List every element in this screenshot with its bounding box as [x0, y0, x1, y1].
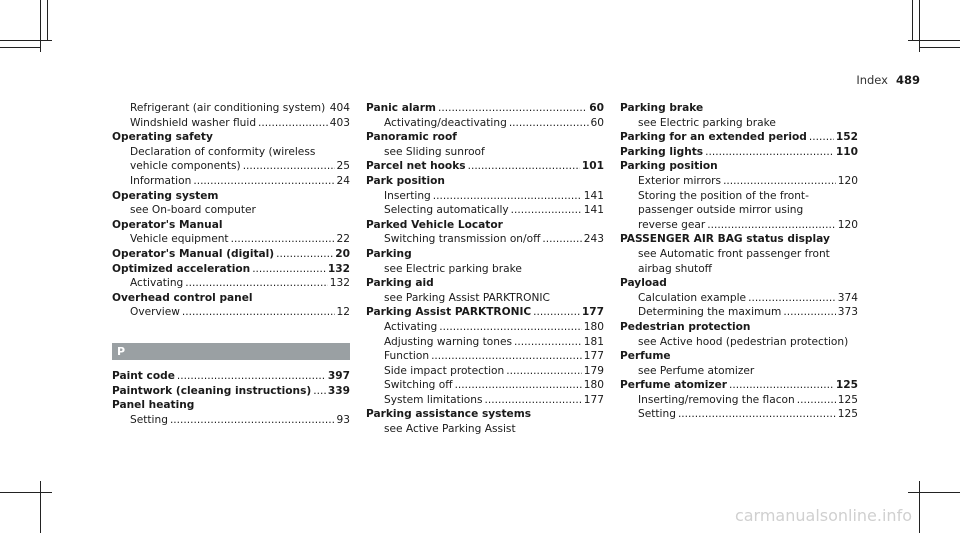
dot-leader [455, 378, 582, 393]
entry-reference: see Perfume atomizer [638, 364, 755, 377]
entry-term: reverse gear [638, 218, 706, 231]
entry-page-link[interactable]: 177 [583, 350, 604, 363]
index-entry [366, 159, 604, 174]
dot-leader [231, 232, 335, 247]
entry-reference: airbag shutoff [638, 262, 712, 275]
entry-page-link[interactable]: 374 [837, 291, 858, 304]
index-entry [620, 174, 858, 189]
entry-term: Adjusting warning tones [384, 335, 513, 348]
dot-leader [431, 349, 582, 364]
entry-page-link[interactable]: 93 [336, 413, 350, 426]
entry-term: Overview [130, 306, 180, 319]
crop-mark [920, 47, 960, 48]
dot-leader [438, 101, 587, 116]
entry-term: Calculation example [638, 291, 747, 304]
entry-heading: Perfume [620, 350, 671, 363]
index-entry [366, 378, 604, 393]
index-entry [620, 116, 858, 131]
dot-leader [797, 393, 836, 408]
entry-term: Operator's Manual (digital) [112, 247, 275, 260]
dot-leader [193, 174, 334, 189]
dot-leader [177, 369, 326, 384]
index-entry [112, 276, 350, 291]
entry-page-link[interactable]: 22 [336, 233, 350, 246]
index-column-3 [620, 101, 858, 422]
section-label: Index [856, 73, 888, 87]
entry-term: Inserting [384, 189, 431, 202]
index-entry [620, 218, 858, 233]
entry-page-link[interactable]: 180 [583, 320, 604, 333]
entry-page-link[interactable]: 177 [583, 393, 604, 406]
entry-heading: Panoramic roof [366, 131, 457, 144]
index-entry [620, 247, 858, 262]
entry-heading: Parking position [620, 160, 718, 173]
index-entry [366, 189, 604, 204]
entry-reference: see Sliding sunroof [384, 145, 485, 158]
entry-term: Perfume atomizer [620, 379, 727, 392]
index-entry [620, 130, 858, 145]
entry-term: Setting [638, 408, 676, 421]
dot-leader [484, 393, 581, 408]
entry-term: Windshield washer fluid [130, 116, 257, 129]
index-entry [366, 305, 604, 320]
index-column-2 [366, 101, 604, 437]
dot-leader [542, 232, 581, 247]
dot-leader [783, 305, 835, 320]
entry-page-link[interactable]: 110 [835, 145, 858, 158]
entry-page-link[interactable]: 179 [583, 364, 604, 377]
entry-heading: Panel heating [112, 399, 195, 412]
crop-mark [0, 47, 40, 48]
index-entry [620, 203, 858, 218]
entry-heading: Parking brake [620, 102, 704, 114]
entry-page-link[interactable]: 25 [336, 160, 350, 173]
index-entry [366, 145, 604, 160]
entry-page-link[interactable]: 404 [329, 102, 350, 114]
entry-term: Function [384, 350, 430, 363]
dot-leader [506, 364, 582, 379]
index-entry [366, 232, 604, 247]
index-entry [112, 101, 350, 116]
crop-mark [912, 0, 913, 40]
entry-heading: PASSENGER AIR BAG status display [620, 233, 830, 246]
index-entry [112, 305, 350, 320]
entry-page-link[interactable]: 125 [837, 393, 858, 406]
entry-page-link[interactable]: 101 [581, 160, 604, 173]
dot-leader [533, 305, 580, 320]
entry-page-link[interactable]: 132 [329, 277, 350, 290]
index-entry [112, 247, 350, 262]
index-column-1 [112, 101, 350, 427]
entry-page-link[interactable]: 125 [835, 379, 858, 392]
entry-page-link[interactable]: 141 [583, 204, 604, 217]
dot-leader [258, 116, 328, 131]
index-entry [366, 422, 604, 437]
entry-term: Paint code [112, 369, 175, 382]
crop-mark [919, 481, 920, 533]
index-entry [366, 320, 604, 335]
entry-term: Optimized acceleration [112, 262, 251, 275]
entry-reference: Storing the position of the front- [638, 189, 809, 202]
index-entry [112, 159, 350, 174]
index-entry [112, 203, 350, 218]
index-entry [112, 369, 350, 384]
entry-reference: see On-board computer [130, 204, 256, 217]
entry-reference: see Active Parking Assist [384, 423, 516, 436]
entry-term: Selecting automatically [384, 204, 509, 217]
entry-reference: see Automatic front passenger front [638, 247, 830, 260]
entry-page-link[interactable]: 141 [583, 189, 604, 202]
entry-term: Determining the maximum [638, 306, 782, 319]
index-entry [620, 305, 858, 320]
entry-page-link[interactable]: 180 [583, 379, 604, 392]
crop-mark [908, 492, 960, 493]
entry-term: Refrigerant (air conditioning system) [130, 102, 326, 114]
entry-term: Setting [130, 413, 168, 426]
index-entry [620, 262, 858, 277]
dot-leader [707, 218, 835, 233]
index-entry [366, 349, 604, 364]
index-entry [366, 335, 604, 350]
entry-reference: Declaration of conformity (wireless [130, 145, 316, 158]
index-entry [366, 393, 604, 408]
entry-term: Switching off [384, 379, 453, 392]
entry-heading: Parking assistance systems [366, 408, 532, 421]
entry-term: Activating [384, 320, 438, 333]
dot-leader [313, 384, 326, 399]
dot-leader [185, 276, 327, 291]
index-entry [366, 116, 604, 131]
index-entry [620, 145, 858, 160]
crop-mark [40, 481, 41, 533]
entry-page-link[interactable]: 177 [581, 306, 604, 319]
entry-term: Parking for an extended period [620, 131, 807, 144]
entry-page-link[interactable]: 60 [590, 116, 604, 129]
entry-page-link[interactable]: 152 [835, 131, 858, 144]
index-entry [112, 262, 350, 277]
page-number: 489 [895, 73, 920, 87]
entry-page-link[interactable]: 20 [335, 247, 350, 260]
entry-reference: see Electric parking brake [638, 116, 776, 129]
dot-leader [468, 159, 580, 174]
dot-leader [433, 189, 582, 204]
entry-reference: see Electric parking brake [384, 262, 522, 275]
dot-leader [705, 145, 834, 160]
dot-leader [439, 320, 581, 335]
entry-term: Activating [130, 277, 184, 290]
index-entry [620, 291, 858, 306]
entry-heading: Parking [366, 247, 412, 260]
entry-term: Side impact protection [384, 364, 505, 377]
entry-page-link[interactable]: 339 [327, 384, 350, 397]
entry-page-link[interactable]: 60 [589, 102, 604, 114]
index-entry [620, 407, 858, 422]
index-entry [112, 413, 350, 428]
entry-heading: Overhead control panel [112, 291, 253, 304]
entry-page-link[interactable]: 125 [837, 408, 858, 421]
dot-leader [723, 174, 836, 189]
entry-heading: Operating safety [112, 131, 213, 144]
index-entry [366, 101, 604, 116]
entry-page-link[interactable]: 12 [336, 306, 350, 319]
entry-term: Panic alarm [366, 102, 436, 114]
entry-page-link[interactable]: 373 [837, 306, 858, 319]
dot-leader [748, 291, 836, 306]
entry-term: Switching transmission on/off [384, 233, 541, 246]
crop-mark [908, 40, 960, 41]
entry-page-link[interactable]: 403 [329, 116, 350, 129]
entry-heading: Payload [620, 277, 667, 290]
index-entry [112, 384, 350, 399]
crop-mark [47, 0, 48, 40]
crop-mark [40, 0, 41, 52]
entry-term: Exterior mirrors [638, 174, 722, 187]
entry-term: Activating/deactivating [384, 116, 507, 129]
entry-term: Parcel net hooks [366, 160, 466, 173]
entry-page-link[interactable]: 243 [583, 233, 604, 246]
entry-heading: Parking aid [366, 277, 434, 290]
entry-term: Parking lights [620, 145, 704, 158]
dot-leader [327, 101, 328, 116]
index-entry [620, 364, 858, 379]
entry-reference: passenger outside mirror using [638, 204, 804, 217]
entry-heading: Park position [366, 174, 445, 187]
index-entry [112, 145, 350, 160]
index-entry [620, 189, 858, 204]
index-entry [112, 174, 350, 189]
entry-page-link[interactable]: 120 [837, 218, 858, 231]
dot-leader [678, 407, 836, 422]
entry-term: Information [130, 174, 192, 187]
entry-heading: Pedestrian protection [620, 320, 751, 333]
entry-heading: Parked Vehicle Locator [366, 218, 503, 231]
crop-mark [0, 40, 52, 41]
page-header [856, 73, 920, 87]
entry-reference: see Parking Assist PARKTRONIC [384, 291, 550, 304]
dot-leader [252, 262, 326, 277]
dot-leader [170, 413, 335, 428]
dot-leader [243, 159, 335, 174]
dot-leader [509, 116, 589, 131]
dot-leader [809, 130, 834, 145]
watermark: carmanualsonline.info [734, 506, 912, 525]
entry-term: Paintwork (cleaning instructions) [112, 384, 312, 397]
dot-leader [514, 335, 582, 350]
index-entry [620, 393, 858, 408]
index-entry [366, 364, 604, 379]
entry-term: System limitations [384, 393, 483, 406]
dot-leader [276, 247, 333, 262]
entry-term: vehicle components) [130, 160, 241, 173]
entry-term: Parking Assist PARKTRONIC [366, 306, 532, 319]
dot-leader [511, 203, 582, 218]
crop-mark [919, 0, 920, 52]
index-entry [366, 291, 604, 306]
index-entry [366, 203, 604, 218]
dot-leader [182, 305, 335, 320]
entry-reference: see Active hood (pedestrian protection) [638, 335, 849, 348]
entry-heading: Operating system [112, 189, 219, 202]
index-entry [112, 116, 350, 131]
entry-page-link[interactable]: 397 [327, 369, 350, 382]
index-entry [620, 378, 858, 393]
letter-heading: P [112, 343, 350, 360]
index-entry [620, 335, 858, 350]
index-entry [366, 262, 604, 277]
crop-mark [0, 492, 52, 493]
entry-page-link[interactable]: 181 [583, 335, 604, 348]
entry-heading: Operator's Manual [112, 218, 223, 231]
dot-leader [729, 378, 834, 393]
entry-page-link[interactable]: 120 [837, 174, 858, 187]
index-entry [112, 232, 350, 247]
entry-page-link[interactable]: 132 [327, 262, 350, 275]
entry-page-link[interactable]: 24 [336, 174, 350, 187]
entry-term: Vehicle equipment [130, 233, 229, 246]
entry-term: Inserting/removing the flacon [638, 393, 795, 406]
